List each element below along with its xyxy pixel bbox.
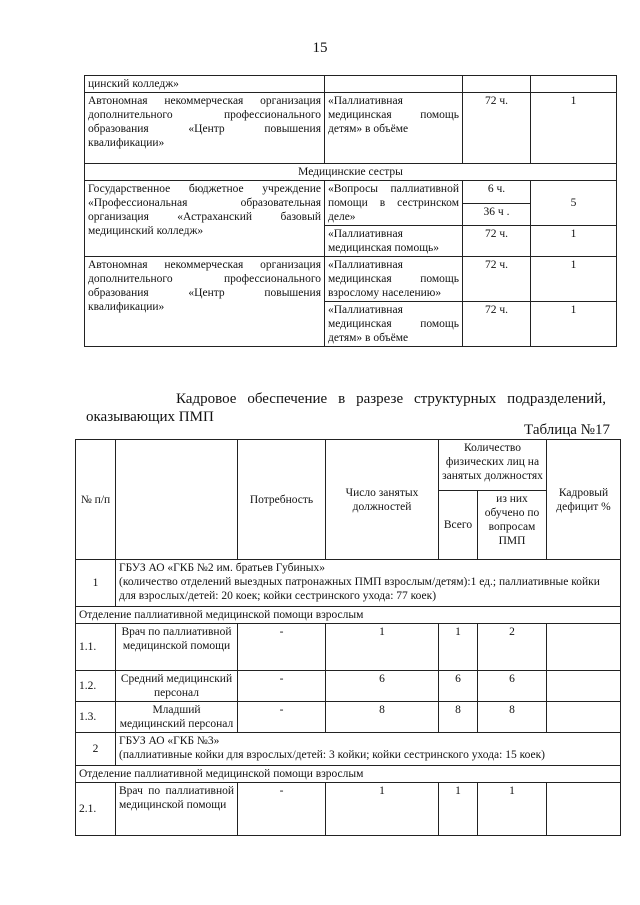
dept-title: Отделение паллиативной медицинской помощи взрослым: [76, 766, 621, 783]
header-row: [76, 440, 621, 491]
count-cell: 1: [531, 226, 617, 257]
dept-row: [76, 607, 621, 624]
page-number: 15: [312, 40, 328, 56]
table-row: [76, 783, 621, 836]
staffing-table: [75, 439, 621, 836]
org-name-cell: [116, 560, 621, 607]
org-cell: Государственное бюджетное учреждение «Профессиональная образовательная организация «Астраханский базовый медицинский колледж»: [85, 181, 325, 257]
org-note: (паллиативные койки для взрослых/детей: 3 койки; койки сестринского ухода: 15 коек): [119, 749, 545, 761]
table-row: [85, 181, 617, 204]
dept-title: Отделение паллиативной медицинской помощи взрослым: [76, 607, 621, 624]
section-row: [85, 164, 617, 181]
header-num: № п/п: [76, 440, 116, 560]
total-cell: 8: [439, 702, 478, 733]
count-cell: 1: [531, 302, 617, 347]
header-occupied: Число занятых должностей: [326, 440, 439, 560]
row-num: 2.1.: [76, 783, 116, 836]
org-num: 1: [76, 560, 116, 607]
header-trained: из них обучено по вопросам ПМП: [478, 491, 547, 560]
deficit-cell: [547, 671, 621, 702]
org-note: (количество отделений выездных патронажных ПМП взрослым/детям):1 ед.; паллиативные койки для взрослых/детей: 20 коек; койки сестринского ухода: 77 коек): [119, 576, 600, 602]
program-cell: «Паллиативная медицинская помощь детям» в объёме: [325, 302, 463, 347]
header-persons: Количество физических лиц на занятых должностях: [439, 440, 547, 491]
org-row: [76, 733, 621, 766]
training-table: [84, 75, 617, 347]
table-caption: Таблица №17: [524, 422, 610, 438]
total-cell: 6: [439, 671, 478, 702]
total-cell: 1: [439, 783, 478, 836]
occupied-cell: 6: [326, 671, 439, 702]
trained-cell: 2: [478, 624, 547, 671]
header-deficit: Кадровый дефицит %: [547, 440, 621, 560]
row-num: 1.2.: [76, 671, 116, 702]
need-cell: -: [238, 702, 326, 733]
section-heading: Кадровое обеспечение в разрезе структурных подразделений, оказывающих ПМП: [86, 391, 606, 425]
header-total: Всего: [439, 491, 478, 560]
hours-cell: 36 ч .: [463, 203, 531, 226]
row-num: 1.1.: [76, 624, 116, 671]
org-cell: Автономная некоммерческая организация дополнительного профессионального образования «Центр повышения квалификации»: [85, 93, 325, 164]
trained-cell: 8: [478, 702, 547, 733]
header-need: Потребность: [238, 440, 326, 560]
deficit-cell: [547, 702, 621, 733]
position-name: Врач по паллиативной медицинской помощи: [116, 783, 238, 836]
program-cell: «Вопросы паллиативной помощи в сестринском деле»: [325, 181, 463, 226]
occupied-cell: 1: [326, 624, 439, 671]
deficit-cell: [547, 624, 621, 671]
need-cell: -: [238, 783, 326, 836]
table-row: [76, 671, 621, 702]
trained-cell: 6: [478, 671, 547, 702]
org-name: ГБУЗ АО «ГКБ №2 им. братьев Губиных»: [119, 562, 325, 574]
row-num: 1.3.: [76, 702, 116, 733]
org-name: ГБУЗ АО «ГКБ №3»: [119, 735, 220, 747]
hours-cell: 72 ч.: [463, 93, 531, 164]
org-num: 2: [76, 733, 116, 766]
org-name-cell: [116, 733, 621, 766]
count-cell: 1: [531, 93, 617, 164]
hours-cell: 72 ч.: [463, 226, 531, 257]
hours-cell: 6 ч.: [463, 181, 531, 204]
table-row: [85, 76, 617, 93]
table-row: [76, 624, 621, 671]
hours-cell: 72 ч.: [463, 257, 531, 302]
occupied-cell: 8: [326, 702, 439, 733]
org-row: [76, 560, 621, 607]
position-name: Врач по паллиативной медицинской помощи: [116, 624, 238, 671]
deficit-cell: [547, 783, 621, 836]
need-cell: -: [238, 671, 326, 702]
hours-cell: 72 ч.: [463, 302, 531, 347]
occupied-cell: 1: [326, 783, 439, 836]
position-name: Средний медицинский персонал: [116, 671, 238, 702]
section-title: Медицинские сестры: [85, 164, 617, 181]
position-name: Младший медицинский персонал: [116, 702, 238, 733]
table-row: [85, 257, 617, 302]
table-row: [85, 93, 617, 164]
table-row: [76, 702, 621, 733]
need-cell: -: [238, 624, 326, 671]
org-cell: цинский колледж»: [85, 76, 325, 93]
trained-cell: 1: [478, 783, 547, 836]
org-cell: Автономная некоммерческая организация дополнительного профессионального образования «Центр повышения квалификации»: [85, 257, 325, 347]
program-cell: «Паллиативная медицинская помощь взрослому населению»: [325, 257, 463, 302]
program-cell: «Паллиативная медицинская помощь»: [325, 226, 463, 257]
count-cell: 1: [531, 257, 617, 302]
program-cell: «Паллиативная медицинская помощь детям» в объёме: [325, 93, 463, 164]
dept-row: [76, 766, 621, 783]
count-cell: 5: [531, 181, 617, 226]
total-cell: 1: [439, 624, 478, 671]
